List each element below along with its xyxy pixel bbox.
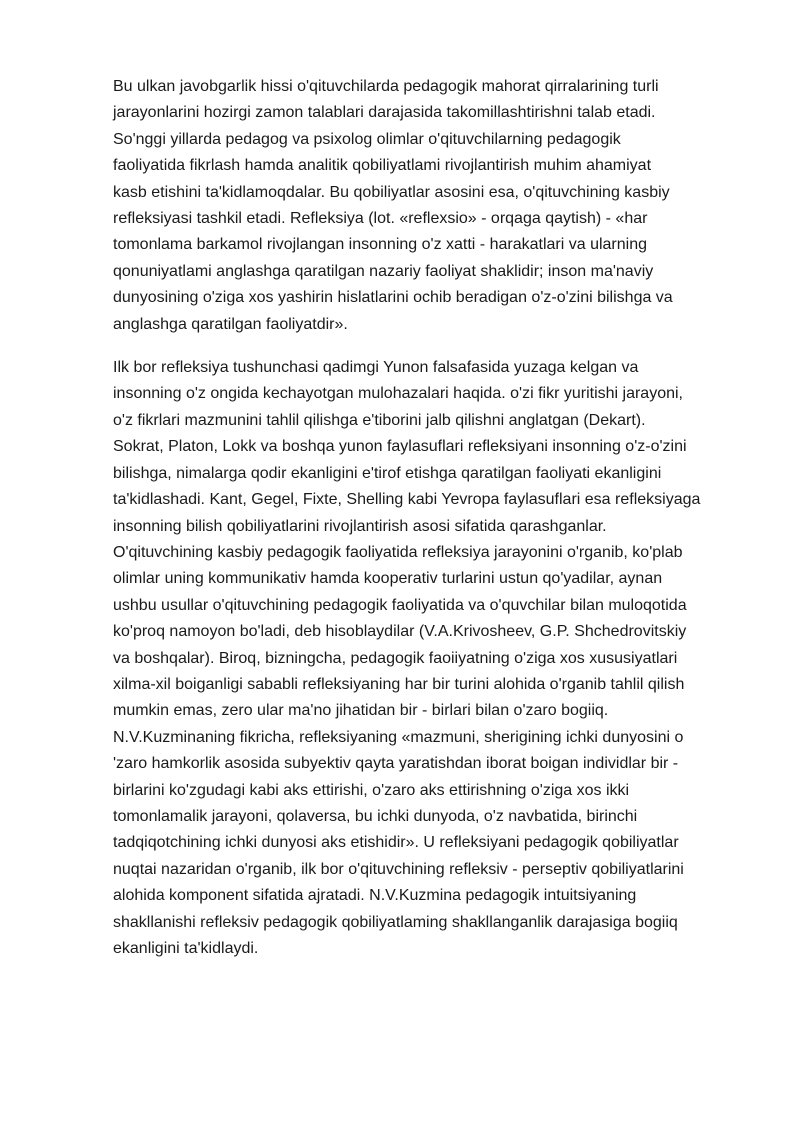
paragraph-2: Ilk bor refleksiya tushunchasi qadimgi Yunon falsafasida yuzaga kelgan va insonning o'z ongida kechayotgan mulohazalari haqida. o'zi fikr yuritishi jarayoni, o'z fikrlari mazmunini tahlil qilishga e'tiborini jalb qilishni anglatgan (Dekart). Sokrat, Platon, Lokk va boshqa yunon faylasuflari refleksiyani insonning o'z-o'zini bilishga, nimalarga qodir ekanligini e'tirof etishga qaratilgan faoliyati ekanligini ta'kidlashadi. Kant, Gegel, Fixte, Shelling kabi Yevropa faylasuflari esa refleksiyaga insonning bilish qobiliyatlarini rivojlantirish asosi sifatida qarashganlar. O'qituvchining kasbiy pedagogik faoliyatida refleksiya jarayonini o'rganib, ko'plab olimlar uning kommunikativ hamda kooperativ turlarini ustun qo'yadilar, aynan ushbu usullar o'qituvchining pedagogik faoliyatida va o'quvchilar bilan muloqotida ko'proq namoyon bo'ladi, deb hisoblaydilar (V.A.Krivosheev, G.P. Shchedrovitskiy va boshqalar). Biroq, bizningcha, pedagogik faoiiyatning o'ziga xos xususiyatlari xilma-xil boiganligi sababli refleksiyaning har bir turini alohida o'rganib tahlil qilish mumkin emas, zero ular ma'no jihatidan bir - birlari bilan o'zaro bogiiq. N.V.Kuzminaning fikricha, refleksiyaning «mazmuni, sherigining ichki dunyosini o 'zaro hamkorlik asosida subyektiv qayta yaratishdan iborat boigan individlar bir - birlarini ko'zgudagi kabi aks ettirishi, o'zaro aks ettirishning o'ziga xos ikki tomonlamalik jarayoni, qolaversa, bu ichki dunyoda, o'z navbatida, birinchi tadqiqotchining ichki dunyosi aks etishidir». U refleksiyani pedagogik qobiliyatlar nuqtai nazaridan o'rganib, ilk bor o'qituvchining refleksiv - perseptiv qobiliyatlarini alohida komponent sifatida ajratadi. N.V.Kuzmina pedagogik intuitsiyaning shakllanishi refleksiv pedagogik qobiliyatlaming shakllanganlik darajasiga bogiiq ekanligini ta'kidlaydi. [113,359,701,957]
document-page [113,74,763,962]
paragraph-1: Bu ulkan javobgarlik hissi o'qituvchilarda pedagogik mahorat qirralarining turli jarayonlarini hozirgi zamon talablari darajasida takomillashtirishni talab etadi. So'nggi yillarda pedagog va psixolog olimlar o'qituvchilarning pedagogik faoliyatida fikrlash hamda analitik qobiliyatlami rivojlantirish muhim ahamiyat kasb etishini ta'kidlamoqdalar. Bu qobiliyatlar asosini esa, o'qituvchining kasbiy refleksiyasi tashkil etadi. Refleksiya (lot. «reflexsio» - orqaga qaytish) - «har tomonlama barkamol rivojlangan insonning o'z xatti - harakatlari va ularning qonuniyatlami anglashga qaratilgan nazariy faoliyat shaklidir; inson ma'naviy dunyosining o'ziga xos yashirin hislatlarini ochib beradigan o'z-o'zini bilishga va anglashga qaratilgan faoliyatdir». [113,78,673,333]
